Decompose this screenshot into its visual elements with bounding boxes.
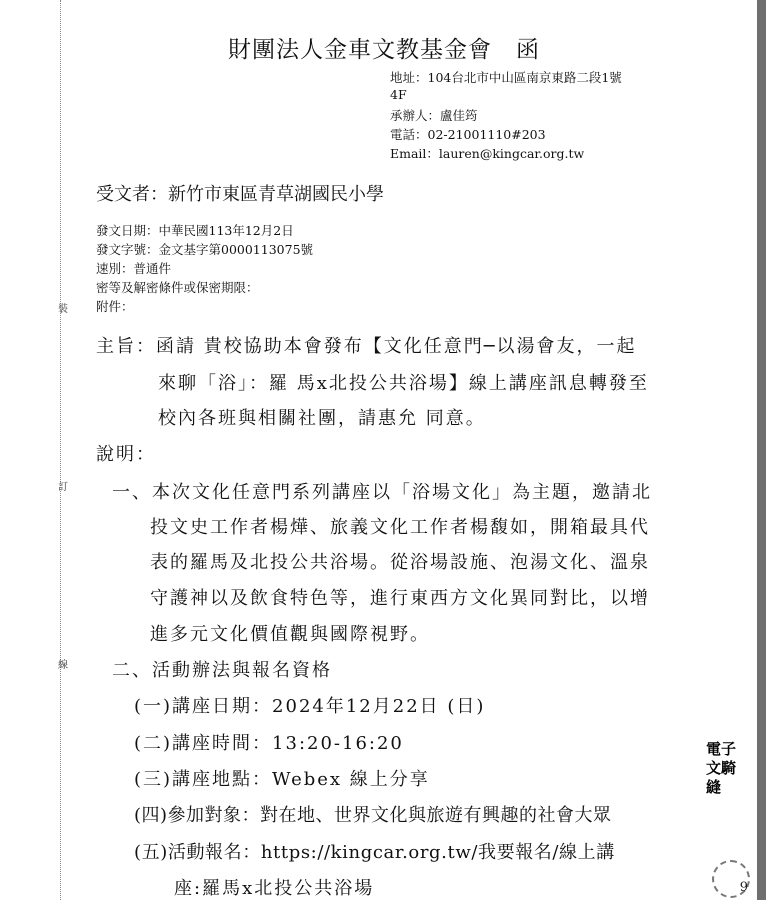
handler: 承辦人：盧佳筠 — [390, 108, 478, 123]
speed: 速別：普通件 — [96, 261, 172, 276]
item2-heading: 二、活動辦法與報名資格 — [112, 660, 332, 681]
issue-number: 發文字號：金文基字第0000113075號 — [96, 242, 314, 257]
email: Email：lauren@kingcar.org.tw — [390, 146, 585, 161]
subject-line-3: 校內各班與相關社團，請惠允 同意。 — [158, 408, 486, 429]
item1-line-5: 進多元文化價值觀與國際視野。 — [150, 624, 430, 645]
e-document-stamp: 電子文騎縫 — [706, 740, 737, 796]
binding-mark-xian: 線 — [58, 660, 68, 671]
page-number-badge: 9 — [712, 860, 750, 898]
lecture-date: (一)講座日期：2024年12月22日 (日) — [134, 696, 486, 717]
subject-line-2: 來聊「浴」：羅 馬x北投公共浴場】線上講座訊息轉發至 — [158, 373, 649, 394]
recipient: 受文者：新竹市東區青草湖國民小學 — [96, 184, 384, 205]
lecture-place: (三)講座地點：Webex 線上分享 — [134, 769, 430, 790]
secrecy: 密等及解密條件或保密期限： — [96, 280, 259, 295]
attachments: 附件： — [96, 299, 134, 314]
item1-line-3: 表的羅馬及北投公共浴場。從浴場設施、泡湯文化、溫泉 — [150, 552, 650, 573]
binding-line — [60, 0, 61, 900]
explain-heading: 說明： — [96, 444, 156, 465]
lecture-audience: (四)參加對象：對在地、世界文化與旅遊有興趣的社會大眾 — [134, 805, 612, 826]
address-line-1: 地址：104台北市中山區南京東路二段1號 — [390, 70, 622, 85]
signup-line-2: 座:羅馬x北投公共浴場 — [174, 878, 375, 899]
page-shadow — [757, 0, 766, 900]
document-title: 財團法人金車文教基金會 函 — [228, 37, 540, 63]
binding-mark-zhuang: 裝 — [58, 304, 68, 315]
lecture-time: (二)講座時間：13:20-16:20 — [134, 733, 404, 754]
subject-line-1: 主旨：函請 貴校協助本會發布【文化任意門─以湯會友，一起 — [96, 336, 637, 357]
item1-line-4: 守護神以及飲食特色等，進行東西方文化異同對比，以增 — [150, 588, 650, 609]
address-line-2: 4F — [390, 87, 407, 102]
binding-mark-ding: 訂 — [58, 482, 68, 493]
issue-date: 發文日期：中華民國113年12月2日 — [96, 223, 294, 238]
item1-line-1: 一、本次文化任意門系列講座以「浴場文化」為主題，邀請北 — [112, 482, 652, 503]
signup-line-1: (五)活動報名：https://kingcar.org.tw/我要報名/線上講 — [134, 842, 615, 863]
item1-line-2: 投文史工作者楊燁、旅義文化工作者楊馥如，開箱最具代 — [150, 517, 650, 538]
phone: 電話：02-21001110#203 — [390, 127, 546, 142]
